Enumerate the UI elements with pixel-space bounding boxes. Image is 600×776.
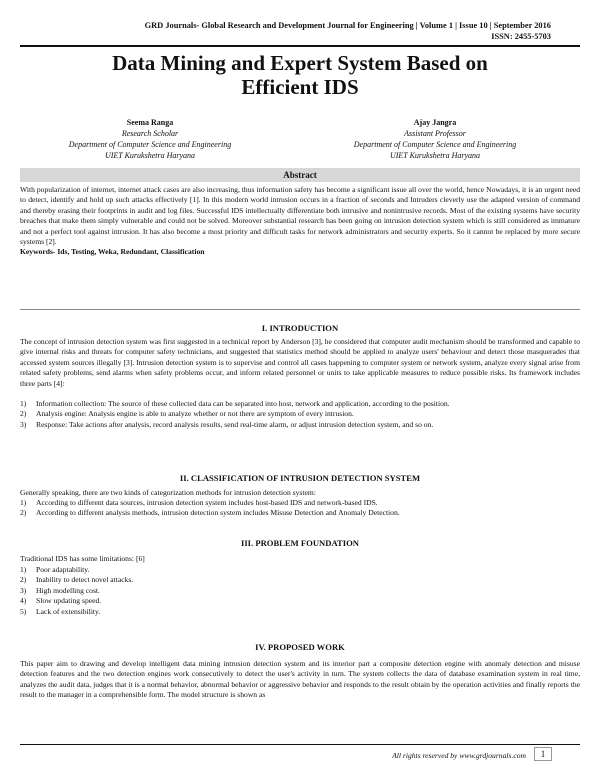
section-heading-problem: III. PROBLEM FOUNDATION — [240, 538, 359, 548]
list-text: Analysis engine: Analysis engine is able to analyze whether or not there are symptom of every intrusion. — [36, 409, 354, 419]
author-name: Ajay Jangra — [413, 118, 457, 127]
problem-paragraph: Traditional IDS has some limitations: [6] — [20, 554, 145, 563]
list-item — [20, 508, 580, 518]
abstract-text: With popularization of internet, internet attack cases are also increasing, thus information safety has become a significant issue all over the world, hence Nowadays, it is an urgent need to detect, identify and hold up such attacks effectively [1]. In this modern world intrusion occurs in a fraction of seconds and Intruders cleverly use the adapted version of command and thereby erasing their footprints in audit and log files. Successful IDS intellectually differentiate both intrusive and nonintrusive records. Most of the existing systems have security breaches that make them simply vulnerable and could not be solved. Moreover substantial research has been going on intrusion detection system which is still considered as immature and not a perfect tool against intrusion. It has also become a most priority and difficult tasks for network administrators and security experts. So it cannot be replaced by more secure systems [2]. — [20, 185, 580, 247]
header-divider — [20, 45, 580, 47]
page-number: 1 — [534, 747, 552, 761]
list-number: 2) — [20, 508, 27, 518]
list-item — [20, 565, 580, 575]
list-item — [20, 607, 580, 617]
author-institution: UIET Kurukshetra Haryana — [389, 151, 481, 160]
list-text: Poor adaptability. — [36, 565, 90, 574]
list-text: Lack of extensibility. — [36, 606, 101, 616]
list-item — [20, 586, 580, 596]
author-institution: UIET Kurukshetra Haryana — [104, 151, 196, 160]
title-line-1: Data Mining and Expert System Based on — [112, 51, 488, 75]
list-text: Information collection: The source of these collected data can be separated into host, network and application, according to the position. — [36, 399, 450, 408]
abstract-heading: Abstract — [20, 168, 580, 182]
list-item — [20, 420, 580, 430]
introduction-list — [20, 399, 580, 430]
list-item — [20, 409, 580, 419]
list-item — [20, 399, 580, 409]
paper-title — [20, 51, 580, 99]
classification-list — [20, 498, 580, 519]
proposed-work-paragraph: This paper aim to drawing and develop intelligent data mining intrusion detection system and its interior part a composite detection engine with anomaly detection and misuse detection features and the two detection engines work consecutively to detect the user's activity in turn. The system collects the data of database examination system in real time, analyzes the audit data, judges that it is a normal behavior, abnormal behavior or aggressive behavior and responds to the result obtain by the operation activities and finally reports the result to the manager in a comprehensible form. The model structure is shown as — [20, 659, 580, 700]
title-line-2: Efficient IDS — [241, 75, 359, 99]
classification-paragraph: Generally speaking, there are two kinds of categorization methods for intrusion detection system: — [20, 488, 316, 497]
list-number: 5) — [20, 606, 27, 616]
list-text: High modelling cost. — [36, 585, 100, 595]
author-role: Research Scholar — [121, 129, 179, 138]
author-block — [315, 117, 555, 161]
list-number: 1) — [20, 399, 27, 408]
list-text: According to different data sources, intrusion detection system includes host-based IDS and network-based IDS. — [36, 498, 378, 507]
list-number: 2) — [20, 575, 27, 585]
keywords: Keywords- Ids, Testing, Weka, Redundant, Classification — [20, 247, 205, 257]
list-number: 2) — [20, 409, 27, 419]
list-text: Slow updating speed. — [36, 596, 102, 606]
section-heading-introduction: I. INTRODUCTION — [261, 323, 339, 333]
list-number: 1) — [20, 498, 27, 507]
author-role: Assistant Professor — [404, 129, 466, 138]
author-department: Department of Computer Science and Engineering — [68, 140, 232, 149]
list-text: Response: Take actions after analysis, record analysis results, send real-time alarm, or adjust intrusion detection system, and so on. — [36, 419, 434, 429]
list-text: Inability to detect novel attacks. — [36, 575, 134, 585]
journal-header — [20, 21, 551, 42]
list-text: According to different analysis methods, intrusion detection system includes Misuse Detection and Anomaly Detection. — [36, 508, 400, 518]
journal-issn: ISSN: 2455-5703 — [491, 31, 551, 41]
list-item — [20, 575, 580, 585]
list-item — [20, 498, 580, 508]
footer-copyright: All rights reserved by www.grdjournals.com — [392, 751, 526, 760]
list-number: 3) — [20, 585, 27, 595]
section-heading-proposed-work: IV. PROPOSED WORK — [255, 642, 345, 652]
author-block — [30, 117, 270, 161]
abstract-body — [20, 185, 580, 258]
problem-list — [20, 565, 580, 617]
footer-divider — [20, 744, 580, 745]
list-number: 3) — [20, 419, 27, 429]
list-number: 4) — [20, 596, 27, 606]
list-item — [20, 596, 580, 606]
introduction-paragraph: The concept of intrusion detection system was first suggested in a technical report by Anderson [3], he considered that computer audit mechanism should be transformed and capable to give internal risks and threats for computer safety technicians, and suggested that statistics method should be applied to analyze users' behaviour and detect those masquerades that accessed system sources illegally [3]. Intrusion detection system is to supervise and control all cases happening to computer system or network system, analyze every signal arise from related safety problems, send alarms when safety problems occur, and inform related personnel or units to take applicable measures to reduce possible risks. Its framework includes three parts [4]: — [20, 337, 580, 388]
journal-header-line: GRD Journals- Global Research and Development Journal for Engineering | Volume 1 | Issue 10 | September 2016 — [144, 21, 551, 30]
abstract-divider — [20, 309, 580, 310]
author-department: Department of Computer Science and Engineering — [353, 140, 517, 149]
author-name: Seema Ranga — [126, 118, 174, 127]
list-number: 1) — [20, 565, 27, 574]
section-heading-classification: II. CLASSIFICATION OF INTRUSION DETECTION SYSTEM — [179, 473, 421, 483]
